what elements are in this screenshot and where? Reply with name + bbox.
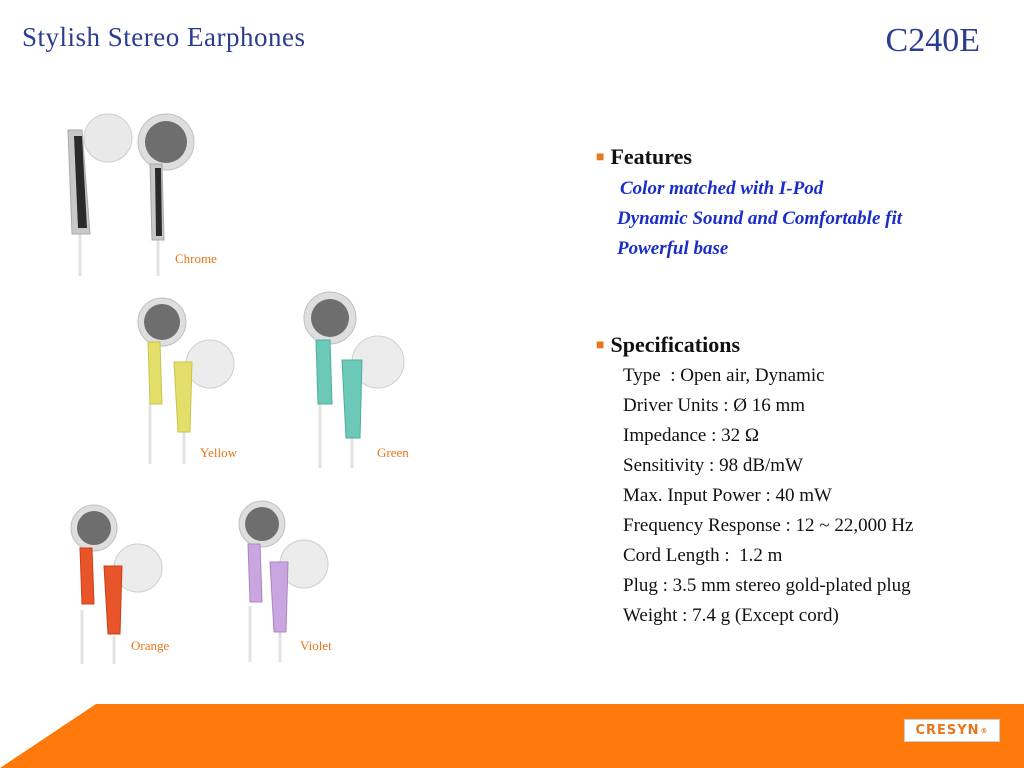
feature-item: Dynamic Sound and Comfortable fit — [617, 208, 903, 229]
spec-item: Frequency Response : 12 ~ 22,000 Hz — [623, 515, 914, 536]
features-heading — [596, 144, 692, 170]
caption-green: Green — [377, 445, 409, 460]
specifications-heading — [596, 332, 740, 358]
registered-mark: ® — [980, 726, 989, 735]
caption-orange: Orange — [131, 638, 170, 653]
spec-item: Weight : 7.4 g (Except cord) — [623, 605, 839, 626]
brand-logo — [904, 719, 1000, 742]
spec-item: Sensitivity : 98 dB/mW — [623, 455, 803, 476]
caption-violet: Violet — [300, 638, 332, 653]
caption-yellow: Yellow — [200, 445, 237, 460]
brand-logo-text: CRESYN — [915, 723, 980, 738]
page-title: Stylish Stereo Earphones — [22, 22, 306, 52]
spec-item: Cord Length : 1.2 m — [623, 545, 783, 566]
model-number: C240E — [885, 22, 980, 59]
spec-item: Driver Units : Ø 16 mm — [623, 395, 806, 416]
spec-item: Plug : 3.5 mm stereo gold-plated plug — [623, 575, 911, 596]
spec-item: Max. Input Power : 40 mW — [623, 485, 832, 506]
bullet-icon: ■ — [596, 338, 605, 353]
footer-band — [0, 704, 1024, 768]
caption-chrome: Chrome — [175, 251, 217, 266]
feature-item: Color matched with I-Pod — [620, 178, 824, 199]
footer-bar — [0, 704, 1024, 768]
spec-item: Type : Open air, Dynamic — [623, 365, 825, 386]
earphone-image-yellow — [132, 292, 242, 468]
specifications-heading-label: Specifications — [610, 332, 741, 357]
feature-item: Powerful base — [617, 238, 729, 259]
spec-item: Impedance : 32 Ω — [623, 425, 759, 446]
bullet-icon: ■ — [596, 150, 605, 165]
features-heading-label: Features — [610, 144, 692, 169]
